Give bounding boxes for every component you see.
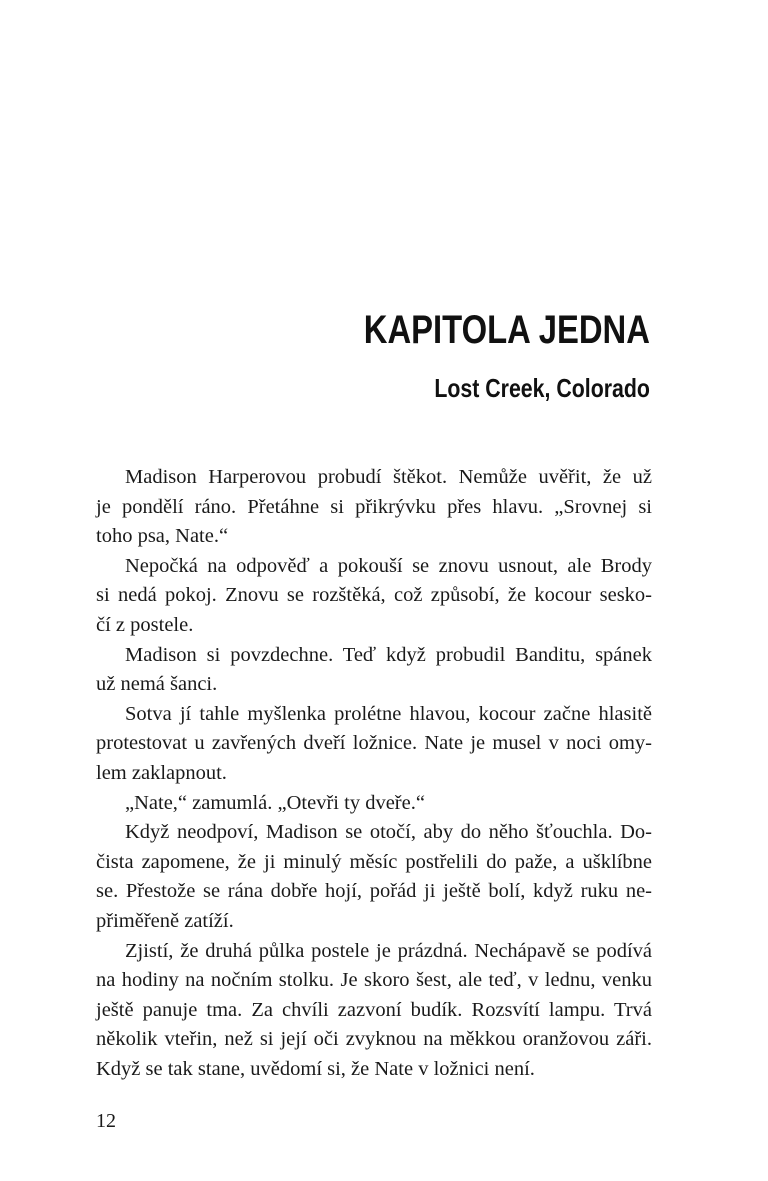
text-line: „Nate,“ zamumlá. „Otevři ty dveře.“ [125,791,425,814]
paragraph [96,641,652,700]
text-line: Zjistí, že druhá půlka postele je prázdná. Nechápavě se podívá [125,939,652,962]
paragraph [96,463,652,552]
paragraph [96,552,652,641]
text-line: ještě panuje tma. Za chvíli zazvoní budík. Rozsvítí lampu. Trvá [96,998,652,1021]
text-line: čista zapomene, že ji minulý měsíc postřelili do paže, a ušklíbne [96,850,652,873]
paragraph [96,818,652,936]
text-line: Sotva jí tahle myšlenka prolétne hlavou, kocour začne hlasitě [125,702,652,725]
chapter-subtitle: Lost Creek, Colorado [434,373,650,403]
page-number: 12 [96,1110,116,1132]
text-line: lem zaklapnout. [96,761,227,784]
text-line: Když se tak stane, uvědomí si, že Nate v ložnici není. [96,1057,535,1080]
paragraph [96,937,652,1085]
body-text [96,463,652,1084]
text-line: Když neodpoví, Madison se otočí, aby do něho šťouchla. Do- [125,821,652,844]
text-line: přiměřeně zatíží. [96,909,234,932]
text-line: toho psa, Nate.“ [96,525,229,548]
text-line: si nedá pokoj. Znovu se rozštěká, což způsobí, že kocour sesko- [96,584,652,607]
text-line: je pondělí ráno. Přetáhne si přikrývku přes hlavu. „Srovnej si [96,495,652,518]
paragraph [96,700,652,789]
text-line: protestovat u zavřených dveří ložnice. Nate je musel v noci omy- [96,732,652,755]
paragraph [96,789,652,819]
text-line: několik vteřin, než si její oči zvyknou na měkkou oranžovou záři. [96,1028,652,1051]
chapter-title: KAPITOLA JEDNA [363,308,650,352]
text-line: čí z postele. [96,613,194,636]
text-line: Nepočká na odpověď a pokouší se znovu usnout, ale Brody [125,554,652,577]
text-line: na hodiny na nočním stolku. Je skoro šest, ale teď, v lednu, venku [96,969,652,992]
text-line: Madison Harperovou probudí štěkot. Nemůže uvěřit, že už [125,466,652,488]
text-line: Madison si povzdechne. Teď když probudil Banditu, spánek [125,643,652,666]
text-line: se. Přestože se rána dobře hojí, pořád ji ještě bolí, když ruku ne- [96,880,652,903]
text-line: už nemá šanci. [96,673,218,696]
